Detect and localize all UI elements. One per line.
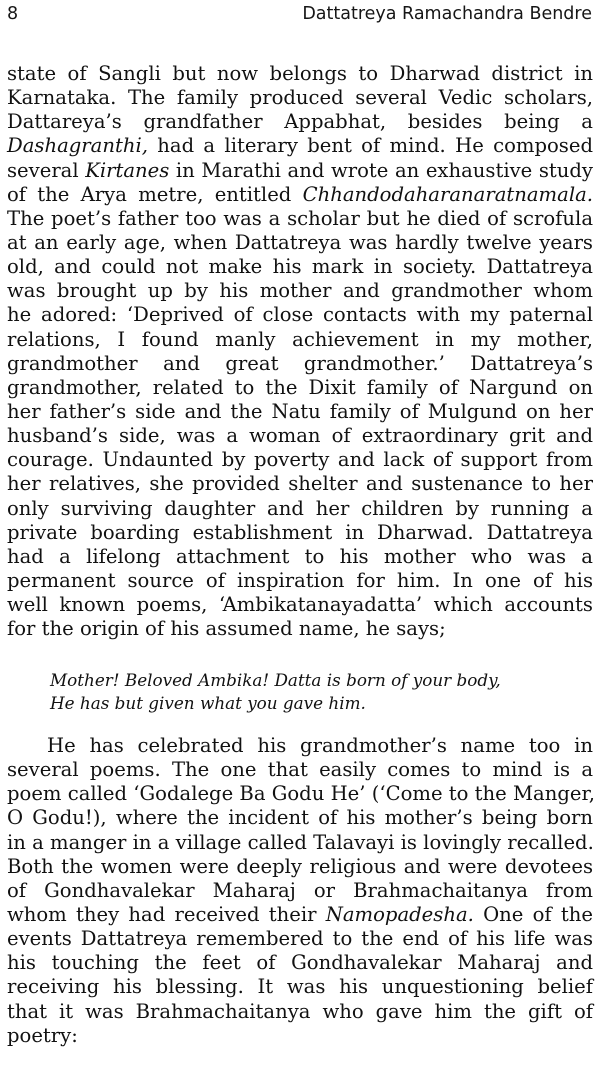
text-line	[7, 255, 593, 279]
text-line	[7, 879, 593, 903]
text-line	[7, 497, 593, 521]
text-line	[7, 521, 593, 545]
text-run: had a lifelong attachment to his mother who was a	[7, 544, 593, 568]
text-line	[7, 758, 593, 782]
text-line	[7, 831, 593, 855]
text-run: several	[7, 158, 86, 182]
text-line	[7, 376, 593, 400]
text-line	[7, 231, 593, 255]
text-run: He has celebrated his grandmother’s name too in	[47, 734, 593, 757]
text-run: only surviving daughter and her children by running a	[7, 496, 593, 520]
text-line	[7, 617, 593, 641]
text-line	[7, 183, 593, 207]
text-line	[7, 207, 593, 231]
text-run: private boarding establishment in Dharwad. Dattatreya	[7, 520, 593, 544]
page-header	[7, 4, 592, 30]
text-run: Dattareya’s grandfather Appabhat, besides being a	[7, 110, 593, 134]
text-run: had a literary bent of mind. He composed	[147, 134, 593, 158]
text-run: in Marathi and wrote an exhaustive study	[169, 158, 594, 182]
text-run: that it was Brahmachaitanya who gave him the gift of	[7, 999, 593, 1023]
text-run: in a manger in a village called Talavayi is lovingly recalled.	[7, 830, 594, 854]
italic-text: Namopadesha.	[325, 902, 474, 926]
text-run: poetry:	[7, 1023, 78, 1047]
paragraph-1	[7, 62, 593, 641]
text-run: receiving his blessing. It was his unquestioning belief	[7, 975, 593, 999]
text-line	[7, 569, 593, 593]
text-line	[7, 159, 593, 183]
text-run: was brought up by his mother and grandmother whom	[7, 279, 593, 303]
text-line	[7, 86, 593, 110]
text-line	[7, 903, 593, 927]
text-run: grandmother and great grandmother.’ Dattatreya’s	[7, 351, 593, 375]
text-run: for the origin of his assumed name, he says;	[7, 617, 446, 641]
text-run: Both the women were deeply religious and were devotees	[7, 854, 593, 878]
text-line	[7, 927, 593, 951]
text-line	[7, 400, 593, 424]
verse-line: He has but given what you gave him.	[50, 693, 366, 713]
text-run: The poet’s father too was a scholar but he died of scrofula	[7, 206, 593, 230]
text-run: grandmother, related to the Dixit family of Nargund on	[7, 375, 593, 399]
verse-quotation	[50, 669, 590, 715]
text-line	[7, 303, 593, 327]
text-line	[7, 782, 593, 806]
text-run: her father’s side and the Natu family of Mulgund on her	[7, 399, 593, 423]
text-run: events Dattatreya remembered to the end of his life was	[7, 927, 593, 951]
text-run: old, and could not make his mark in society. Dattatreya	[7, 255, 593, 279]
text-line	[7, 352, 593, 376]
text-run: courage. Undaunted by poverty and lack of support from	[7, 448, 593, 472]
text-line	[7, 1000, 593, 1024]
text-run: poem called ‘Godalege Ba Godu He’ (‘Come to the Manger,	[7, 782, 595, 806]
text-run: her relatives, she provided shelter and sustenance to her	[7, 472, 593, 496]
text-line	[7, 855, 593, 879]
text-run: relations, I found manly achievement in my mother,	[7, 327, 593, 351]
italic-text: Chhandodaharanaratnamala.	[302, 182, 593, 206]
text-run: several poems. The one that easily comes to mind is a	[7, 758, 593, 782]
italic-text: Kirtanes	[85, 158, 170, 182]
text-run: of the Arya metre, entitled	[7, 182, 303, 206]
text-run: state of Sangli but now belongs to Dharwad district in	[7, 62, 593, 85]
text-run: husband’s side, was a woman of extraordinary grit and	[7, 424, 593, 448]
text-run: at an early age, when Dattatreya was hardly twelve years	[7, 230, 593, 254]
text-run: whom they had received their	[7, 902, 326, 926]
page-number: 8	[7, 4, 19, 24]
text-run: permanent source of inspiration for him. In one of his	[7, 568, 593, 592]
paragraph-2	[7, 734, 593, 1048]
running-head: Dattatreya Ramachandra Bendre	[302, 4, 592, 24]
text-line	[7, 1024, 593, 1048]
text-run: Karnataka. The family produced several Vedic scholars,	[7, 86, 593, 110]
italic-text: Dashagranthi,	[7, 134, 148, 158]
text-line	[7, 328, 593, 352]
text-line	[7, 951, 593, 975]
text-line	[7, 424, 593, 448]
text-line	[7, 975, 593, 999]
text-line	[7, 62, 593, 86]
text-line	[7, 593, 593, 617]
text-run: well known poems, ‘Ambikatanayadatta’ which accounts	[7, 593, 593, 617]
text-run: his touching the feet of Gondhavalekar Maharaj and	[7, 951, 593, 975]
verse-line: Mother! Beloved Ambika! Datta is born of your body,	[50, 670, 501, 690]
text-line	[7, 279, 593, 303]
text-run: he adored: ‘Deprived of close contacts with my paternal	[7, 303, 593, 327]
text-line	[7, 806, 593, 830]
text-run: One of the	[473, 902, 593, 926]
text-line	[7, 734, 593, 758]
text-line	[7, 110, 593, 134]
text-line	[7, 472, 593, 496]
text-line	[7, 448, 593, 472]
text-line	[7, 545, 593, 569]
text-run: O Godu!), where the incident of his mother’s being born	[7, 806, 593, 830]
text-run: of Gondhavalekar Maharaj or Brahmachaitanya from	[7, 878, 593, 902]
text-line	[7, 134, 593, 158]
